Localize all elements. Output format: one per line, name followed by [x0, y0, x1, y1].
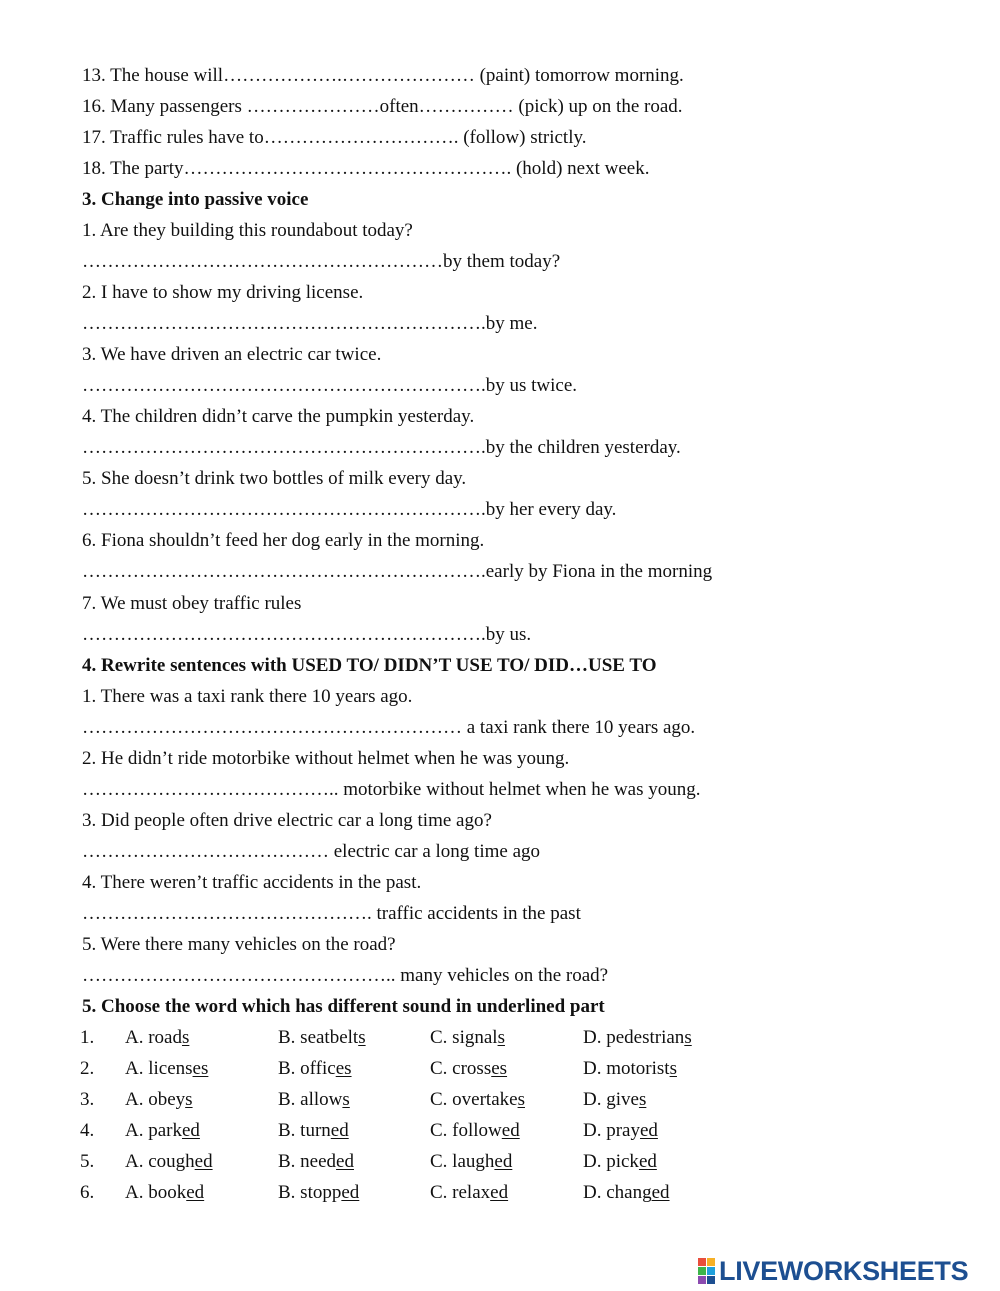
logo-block	[707, 1258, 715, 1266]
logo-block	[698, 1258, 706, 1266]
underlined-part: ed	[330, 1120, 349, 1141]
exercise-line: 3. Did people often drive electric car a long time ago?	[82, 810, 492, 831]
choice-option	[278, 1150, 354, 1174]
option-word: B. seatbelt	[278, 1027, 359, 1048]
exercise-line: 13. The house will……………….………………… (paint) tomorrow morning.	[82, 65, 684, 86]
exercise-line: ……………………………………………………….by me.	[82, 313, 538, 334]
exercise-line: ………………………………… electric car a long time ago	[82, 841, 541, 862]
choice-option	[583, 1088, 646, 1112]
underlined-part: ed	[501, 1120, 520, 1141]
choice-option	[430, 1150, 512, 1174]
choice-number: 5.	[80, 1151, 95, 1172]
logo-blocks-icon	[698, 1258, 715, 1284]
underlined-part: s	[497, 1027, 505, 1048]
choice-option	[125, 1088, 193, 1112]
option-word: D. pedestrian	[583, 1027, 685, 1048]
option-word: B. stopp	[278, 1182, 342, 1203]
exercise-line: 5. She doesn’t drink two bottles of milk every day.	[82, 468, 467, 489]
option-word: C. cross	[430, 1058, 492, 1079]
choice-option	[430, 1181, 508, 1205]
option-word: D. pray	[583, 1120, 640, 1141]
option-word: C. laugh	[430, 1151, 495, 1172]
option-word: D. pick	[583, 1151, 639, 1172]
option-word: A. obey	[125, 1089, 186, 1110]
exercise-line: 1. There was a taxi rank there 10 years ago.	[82, 686, 413, 707]
option-word: D. give	[583, 1089, 639, 1110]
section-heading: 3. Change into passive voice	[82, 189, 309, 210]
underlined-part: s	[684, 1027, 692, 1048]
logo-block	[698, 1276, 706, 1284]
exercise-line: ……………………………………………………….by the children yesterday.	[82, 437, 681, 458]
exercise-line: ……………………………………………………….by her every day.	[82, 499, 617, 520]
exercise-line: 6. Fiona shouldn’t feed her dog early in the morning.	[82, 530, 485, 551]
underlined-part: es	[335, 1058, 352, 1079]
underlined-part: ed	[494, 1151, 513, 1172]
choice-option	[125, 1119, 200, 1143]
choice-option	[583, 1181, 670, 1205]
underlined-part: es	[491, 1058, 508, 1079]
exercise-line: 1. Are they building this roundabout today?	[82, 220, 413, 241]
choice-number: 4.	[80, 1120, 95, 1141]
underlined-part: ed	[194, 1151, 213, 1172]
option-word: C. relax	[430, 1182, 491, 1203]
choice-option	[125, 1181, 204, 1205]
underlined-part: ed	[336, 1151, 354, 1172]
underlined-part: s	[517, 1089, 525, 1110]
option-word: A. park	[125, 1120, 182, 1141]
exercise-line: ………………………………………….. many vehicles on the road?	[82, 965, 609, 986]
exercise-line: 2. He didn’t ride motorbike without helmet when he was young.	[82, 748, 570, 769]
underlined-part: ed	[341, 1182, 360, 1203]
underlined-part: es	[192, 1058, 209, 1079]
choice-option	[430, 1057, 507, 1081]
option-word: D. motorist	[583, 1058, 670, 1079]
choice-option	[125, 1057, 208, 1081]
option-word: A. book	[125, 1182, 187, 1203]
exercise-line: 4. The children didn’t carve the pumpkin yesterday.	[82, 406, 475, 427]
choice-option	[125, 1150, 213, 1174]
exercise-line: ………………………………………. traffic accidents in the past	[82, 903, 581, 924]
choice-option	[125, 1026, 189, 1050]
section-heading: 4. Rewrite sentences with USED TO/ DIDN’T USE TO/ DID…USE TO	[82, 655, 657, 676]
choice-option	[583, 1026, 692, 1050]
option-word: B. offic	[278, 1058, 336, 1079]
choice-option	[583, 1150, 657, 1174]
exercise-line: 16. Many passengers …………………often…………… (pick) up on the road.	[82, 96, 683, 117]
option-word: C. signal	[430, 1027, 498, 1048]
choice-number: 1.	[80, 1027, 95, 1048]
underlined-part: s	[638, 1089, 647, 1110]
underlined-part: s	[181, 1027, 190, 1048]
exercise-line: 5. Were there many vehicles on the road?	[82, 934, 396, 955]
choice-option	[430, 1088, 525, 1112]
exercise-line: ………………………………….. motorbike without helmet when he was young.	[82, 779, 701, 800]
choice-option	[278, 1057, 352, 1081]
underlined-part: ed	[490, 1182, 509, 1203]
choice-number: 2.	[80, 1058, 95, 1079]
underlined-part: s	[358, 1027, 366, 1048]
choice-number: 6.	[80, 1182, 95, 1203]
liveworksheets-logo	[698, 1254, 968, 1288]
choice-option	[430, 1119, 520, 1143]
choice-option	[278, 1119, 349, 1143]
exercise-line: 3. We have driven an electric car twice.	[82, 344, 382, 365]
choice-option	[278, 1026, 366, 1050]
exercise-line: 18. The party……………………………………………. (hold) next week.	[82, 158, 650, 179]
underlined-part: ed	[651, 1182, 670, 1203]
choice-option	[430, 1026, 505, 1050]
underlined-part: ed	[638, 1151, 657, 1172]
underlined-part: s	[342, 1089, 350, 1110]
choice-number: 3.	[80, 1089, 95, 1110]
logo-block	[707, 1276, 715, 1284]
option-word: B. allow	[278, 1089, 343, 1110]
option-word: A. licens	[125, 1058, 193, 1079]
exercise-line: ……………………………………………………….early by Fiona in the morning	[82, 561, 713, 582]
option-word: C. overtake	[430, 1089, 518, 1110]
option-word: C. follow	[430, 1120, 502, 1141]
exercise-line: …………………………………………………by them today?	[82, 251, 561, 272]
exercise-line: 4. There weren’t traffic accidents in the past.	[82, 872, 422, 893]
exercise-line: 7. We must obey traffic rules	[82, 593, 302, 614]
choice-option	[278, 1181, 359, 1205]
underlined-part: s	[669, 1058, 677, 1079]
exercise-line: …………………………………………………… a taxi rank there 10 years ago.	[82, 717, 696, 738]
option-word: A. road	[125, 1027, 182, 1048]
option-word: A. cough	[125, 1151, 195, 1172]
exercise-line: 2. I have to show my driving license.	[82, 282, 364, 303]
choice-option	[583, 1119, 658, 1143]
option-word: D. chang	[583, 1182, 652, 1203]
exercise-line: ……………………………………………………….by us twice.	[82, 375, 578, 396]
underlined-part: ed	[181, 1120, 200, 1141]
choice-option	[583, 1057, 677, 1081]
underlined-part: s	[185, 1089, 193, 1110]
logo-block	[698, 1267, 706, 1275]
option-word: B. turn	[278, 1120, 331, 1141]
logo-wordmark: LIVEWORKSHEETS	[719, 1255, 969, 1286]
underlined-part: ed	[639, 1120, 658, 1141]
underlined-part: ed	[186, 1182, 205, 1203]
exercise-line: ……………………………………………………….by us.	[82, 624, 532, 645]
option-word: B. need	[278, 1151, 337, 1172]
logo-block	[707, 1267, 715, 1275]
section-heading: 5. Choose the word which has different sound in underlined part	[82, 996, 605, 1017]
exercise-line: 17. Traffic rules have to…………………………. (follow) strictly.	[82, 127, 587, 148]
choice-option	[278, 1088, 350, 1112]
